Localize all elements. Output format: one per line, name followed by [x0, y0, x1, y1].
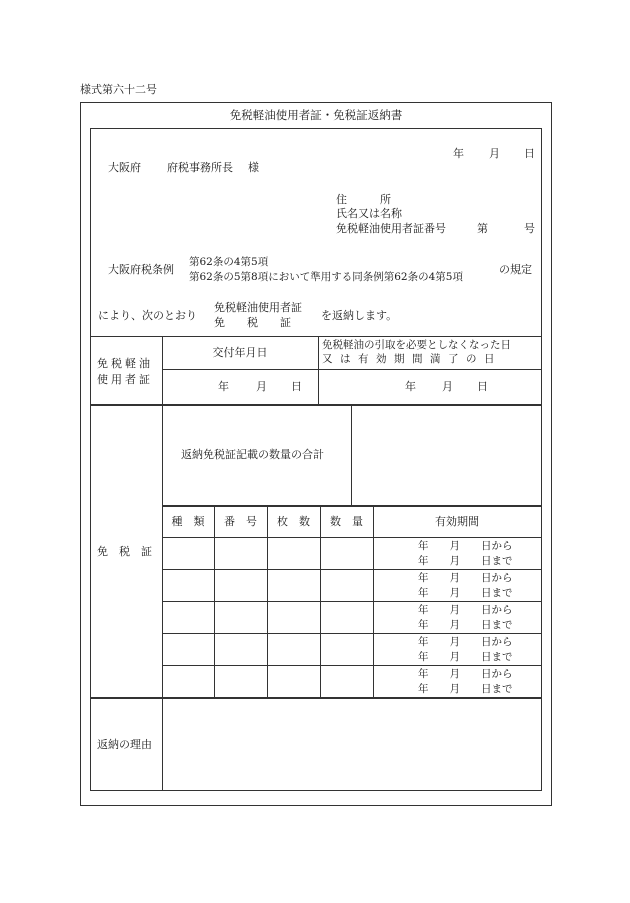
validity-to: 年 月 日まで [418, 683, 513, 695]
divider [162, 505, 541, 507]
divider [90, 404, 541, 406]
divider [162, 601, 541, 602]
column-header-validity: 有効期間 [435, 515, 479, 528]
addressee-office: 府税事務所長 [167, 161, 233, 174]
column-header-quantity: 数 量 [330, 515, 363, 528]
divider [90, 336, 541, 337]
validity-from: 年 月 日から [418, 668, 513, 680]
end-date-month: 月 [442, 380, 453, 393]
divider [214, 505, 215, 697]
divider [320, 505, 321, 697]
column-header-type: 種 類 [171, 515, 205, 528]
issue-date-header: 交付年月日 [212, 346, 268, 359]
end-date-day: 日 [477, 380, 488, 393]
issue-date-month: 月 [256, 380, 267, 393]
cert-dai: 第 [477, 222, 488, 235]
validity-from: 年 月 日から [418, 604, 513, 616]
cert-number-label: 免税軽油使用者証番号 [336, 222, 446, 235]
divider [90, 697, 541, 699]
end-date-year: 年 [405, 380, 416, 393]
divider [162, 369, 541, 370]
unnecessary-date-header-1: 免税軽油の引取を必要としなくなった日 [322, 339, 511, 351]
validity-to: 年 月 日まで [418, 587, 513, 599]
addressee-honorific: 様 [248, 161, 259, 174]
divider [162, 697, 163, 790]
return-suffix: を返納します。 [321, 309, 398, 322]
divider [162, 569, 541, 570]
divider [162, 633, 541, 634]
return-option-exemption: 免 税 証 [214, 316, 291, 329]
total-quantity-label: 返納免税証記載の数量の合計 [181, 448, 324, 461]
reason-label: 返納の理由 [97, 738, 152, 751]
issue-date-year: 年 [218, 380, 229, 393]
divider [351, 404, 352, 505]
issue-date-day: 日 [291, 380, 302, 393]
return-prefix: により、次のとおり [98, 309, 197, 322]
ordinance-line1: 第62条の4第5項 [189, 256, 269, 268]
cert-go: 号 [524, 222, 535, 235]
validity-from: 年 月 日から [418, 572, 513, 584]
validity-to: 年 月 日まで [418, 555, 513, 567]
divider [267, 505, 268, 697]
validity-to: 年 月 日まで [418, 651, 513, 663]
ordinance-line2: 第62条の5第8項において準用する同条例第62条の4第5項 [189, 271, 463, 283]
ordinance-suffix: の規定 [499, 263, 532, 276]
user-cert-label-1: 免税軽油 [97, 357, 153, 370]
divider [373, 505, 374, 697]
validity-from: 年 月 日から [418, 636, 513, 648]
exemption-label: 免 税 証 [97, 545, 152, 558]
column-header-number: 番 号 [224, 515, 257, 528]
form-number: 様式第六十二号 [80, 83, 157, 96]
form-title: 免税軽油使用者証・免税証返納書 [229, 108, 403, 122]
name-label: 氏名又は名称 [336, 207, 402, 220]
divider [162, 404, 163, 697]
address-label: 住 所 [336, 193, 391, 206]
date-day: 日 [524, 147, 535, 160]
divider [162, 537, 541, 538]
unnecessary-date-header-2: 又は有効期間満了の日 [322, 353, 502, 365]
ordinance-label: 大阪府税条例 [108, 263, 174, 276]
return-option-user-cert: 免税軽油使用者証 [214, 301, 302, 314]
date-month: 月 [489, 147, 500, 160]
validity-from: 年 月 日から [418, 540, 513, 552]
divider [162, 665, 541, 666]
user-cert-label-2: 使用者証 [97, 373, 153, 386]
date-year: 年 [453, 147, 464, 160]
column-header-count: 枚 数 [277, 515, 310, 528]
validity-to: 年 月 日まで [418, 619, 513, 631]
addressee-pref: 大阪府 [108, 161, 141, 174]
divider [318, 336, 319, 404]
